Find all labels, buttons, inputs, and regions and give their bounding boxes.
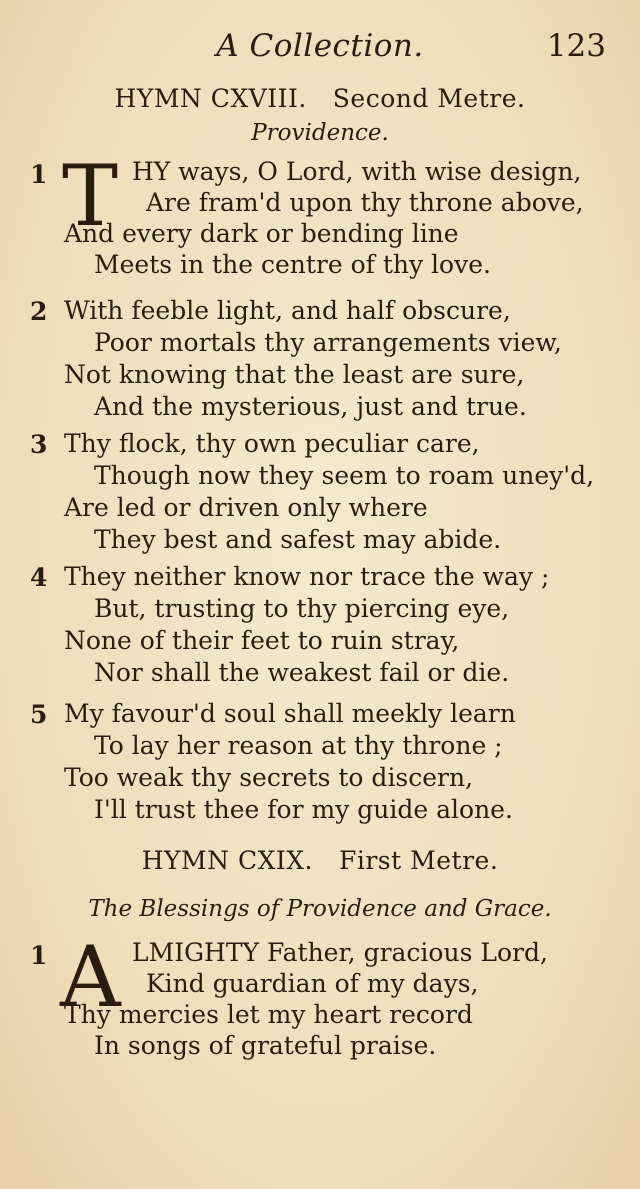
verse-line: None of their feet to ruin stray, xyxy=(64,626,460,655)
stanza-number: 3 xyxy=(30,430,48,459)
hymn-subtitle: Providence. xyxy=(251,120,389,146)
hymn-subtitle: The Blessings of Providence and Grace. xyxy=(88,896,552,922)
verse-line: LMIGHTY Father, gracious Lord, xyxy=(132,938,548,967)
page-number: 123 xyxy=(546,28,606,64)
stanza-number: 1 xyxy=(30,160,48,189)
verse-line: Kind guardian of my days, xyxy=(146,969,479,998)
verse-line: Nor shall the weakest fail or die. xyxy=(94,658,510,687)
verse-line: Thy mercies let my heart record xyxy=(64,1000,473,1029)
verse-line: Though now they seem to roam uney'd, xyxy=(94,461,595,490)
verse-line: Thy flock, thy own peculiar care, xyxy=(64,429,480,458)
verse-line: My favour'd soul shall meekly learn xyxy=(64,699,516,728)
verse-line: But, trusting to thy piercing eye, xyxy=(94,594,510,623)
stanza-number: 1 xyxy=(30,941,48,970)
verse-line: Poor mortals thy arrangements view, xyxy=(94,328,562,357)
verse-line: Too weak thy secrets to discern, xyxy=(64,763,474,792)
verse-line: And the mysterious, just and true. xyxy=(94,392,527,421)
verse-line: They best and safest may abide. xyxy=(94,525,502,554)
verse-line: Are led or driven only where xyxy=(64,493,428,522)
hymn-metre: Second Metre. xyxy=(332,84,526,113)
running-head xyxy=(0,28,640,68)
hymn-metre: First Metre. xyxy=(339,846,499,875)
running-title: A Collection. xyxy=(216,28,424,64)
stanza-number: 2 xyxy=(30,297,48,326)
stanza-number: 4 xyxy=(30,563,48,592)
hymn-number: HYMN CXVIII. xyxy=(114,84,307,113)
verse-line: To lay her reason at thy throne ; xyxy=(94,731,503,760)
verse-line: Meets in the centre of thy love. xyxy=(94,250,491,279)
verse-line: Are fram'd upon thy throne above, xyxy=(146,188,584,217)
verse-line: In songs of grateful praise. xyxy=(94,1031,437,1060)
verse-line: With feeble light, and half obscure, xyxy=(64,296,511,325)
hymn-heading xyxy=(0,84,640,113)
verse-line: They neither know nor trace the way ; xyxy=(64,562,550,591)
hymn-number: HYMN CXIX. xyxy=(141,846,314,875)
verse-line: Not knowing that the least are sure, xyxy=(64,360,525,389)
drop-cap: T xyxy=(62,147,119,245)
stanza-number: 5 xyxy=(30,700,48,729)
hymn-heading xyxy=(0,846,640,875)
verse-line: And every dark or bending line xyxy=(64,219,459,248)
verse-line: I'll trust thee for my guide alone. xyxy=(94,795,513,824)
drop-cap: A xyxy=(60,928,121,1026)
verse-line: HY ways, O Lord, with wise design, xyxy=(132,157,582,186)
